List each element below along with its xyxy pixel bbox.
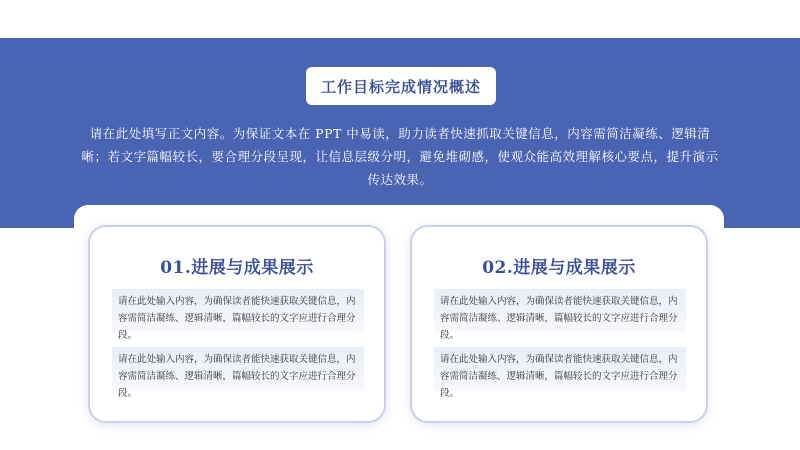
slide-title-text: 工作目标完成情况概述 xyxy=(320,77,481,96)
progress-card-1 xyxy=(88,225,386,423)
intro-paragraph: 请在此处填写正文内容。为保证文本在 PPT 中易读，助力读者快速抓取关键信息，内容需简洁凝练、逻辑清晰；若文字篇幅较长，要合理分段呈现，让信息层级分明，避免堆砌感，使观众能高效理解核心要点，提升演示传达效果。 xyxy=(81,126,719,187)
text-block: 请在此处输入内容，为确保读者能快速获取关键信息，内容需简洁凝练、逻辑清晰，篇幅较长的文字应进行合理分段。 xyxy=(112,289,364,333)
text-block: 请在此处输入内容，为确保读者能快速获取关键信息，内容需简洁凝练、逻辑清晰，篇幅较长的文字应进行合理分段。 xyxy=(434,289,686,333)
text-block: 请在此处输入内容，为确保读者能快速获取关键信息，内容需简洁凝练、逻辑清晰，篇幅较长的文字应进行合理分段。 xyxy=(112,347,364,391)
slide-title xyxy=(306,67,496,105)
text-block: 请在此处输入内容，为确保读者能快速获取关键信息，内容需简洁凝练、逻辑清晰，篇幅较长的文字应进行合理分段。 xyxy=(434,347,686,391)
card-title: 01.进展与成果展示 xyxy=(160,258,314,278)
card-title: 02.进展与成果展示 xyxy=(482,258,636,278)
progress-card-2 xyxy=(410,225,708,423)
